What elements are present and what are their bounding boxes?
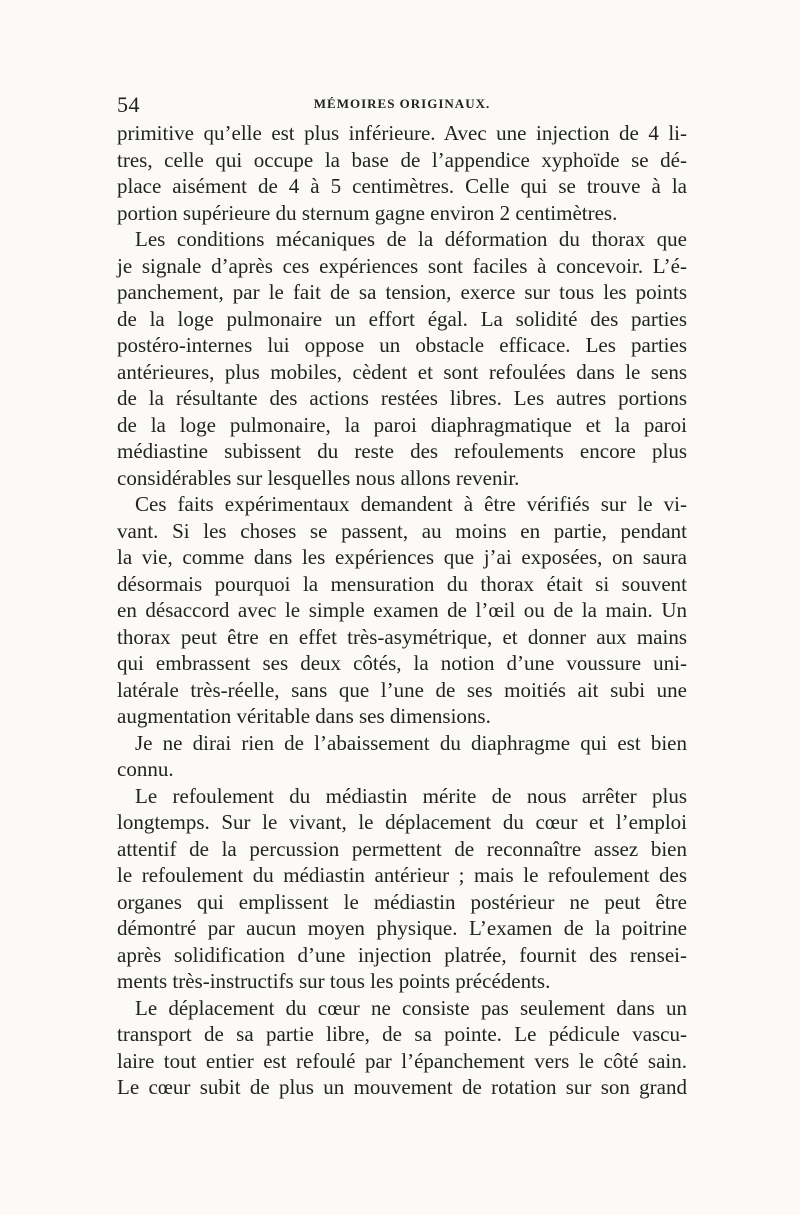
text-line: en désaccord avec le simple examen de l’œil ou de la main. Un [117,598,687,622]
text-line: Le cœur subit de plus un mouvement de rotation sur son grand [117,1075,687,1099]
text-line: Ces faits expérimentaux demandent à être vérifiés sur le vi- [135,492,687,516]
text-line: de la résultante des actions restées libres. Les autres portions [117,386,687,410]
running-head [117,92,687,120]
text-line: Les conditions mécaniques de la déformation du thorax que [135,227,687,251]
text-line: latérale très-réelle, sans que l’une de ses moitiés ait subi une [117,677,687,702]
text-line: Je ne dirai rien de l’abaissement du diaphragme qui est bien [135,730,687,755]
text-line: augmentation véritable dans ses dimensions. [117,704,491,728]
text-line: tres, celle qui occupe la base de l’appendice xyphoïde se dé- [117,147,687,172]
text-line: portion supérieure du sternum gagne environ 2 centimètres. [117,200,618,225]
text-line: antérieures, plus mobiles, cèdent et sont refoulées dans le sens [117,359,687,384]
text-line: médiastine subissent du reste des refoulements encore plus [117,439,687,463]
text-line: organes qui emplissent le médiastin postérieur ne peut être [117,889,687,914]
text-line: panchement, par le fait de sa tension, exerce sur tous les points [117,280,687,304]
text-line: attentif de la percussion permettent de reconnaître assez bien [117,836,687,861]
page-number: 54 [117,92,140,117]
text-line: laire tout entier est refoulé par l’épanchement vers le côté sain. [117,1048,687,1073]
text-line: vant. Si les choses se passent, au moins en partie, pendant [117,518,687,543]
running-title: MÉMOIRES ORIGINAUX. [313,96,491,111]
text-line: considérables sur lesquelles nous allons revenir. [117,465,520,490]
text-line: primitive qu’elle est plus inférieure. Avec une injection de 4 li- [117,121,687,145]
text-line: ments très-instructifs sur tous les points précédents. [117,969,551,993]
text-line: connu. [117,757,174,781]
text-line: qui embrassent ses deux côtés, la notion d’une voussure uni- [117,651,687,675]
text-line: après solidification d’une injection platrée, fournit des rensei- [117,942,687,967]
text-line: le refoulement du médiastin antérieur ; mais le refoulement des [117,863,687,887]
text-line: longtemps. Sur le vivant, le déplacement du cœur et l’emploi [117,810,687,834]
text-line: postéro-internes lui oppose un obstacle efficace. Les parties [117,333,687,357]
text-line: Le déplacement du cœur ne consiste pas seulement dans un [135,995,687,1020]
text-line: de la loge pulmonaire, la paroi diaphragmatique et la paroi [117,412,687,437]
text-line: thorax peut être en effet très-asymétrique, et donner aux mains [117,624,687,649]
text-line: de la loge pulmonaire un effort égal. La solidité des parties [117,306,687,331]
text-line: la vie, comme dans les expériences que j’ai exposées, on saura [117,545,687,569]
text-line: transport de sa partie libre, de sa pointe. Le pédicule vascu- [117,1022,687,1046]
text-line: désormais pourquoi la mensuration du thorax était si souvent [117,571,687,596]
text-line: place aisément de 4 à 5 centimètres. Celle qui se trouve à la [117,174,687,198]
text-line: je signale d’après ces expériences sont faciles à concevoir. L’é- [117,253,687,278]
body-text [117,120,687,1101]
text-line: Le refoulement du médiastin mérite de nous arrêter plus [135,783,687,808]
text-line: démontré par aucun moyen physique. L’examen de la poitrine [117,916,687,940]
